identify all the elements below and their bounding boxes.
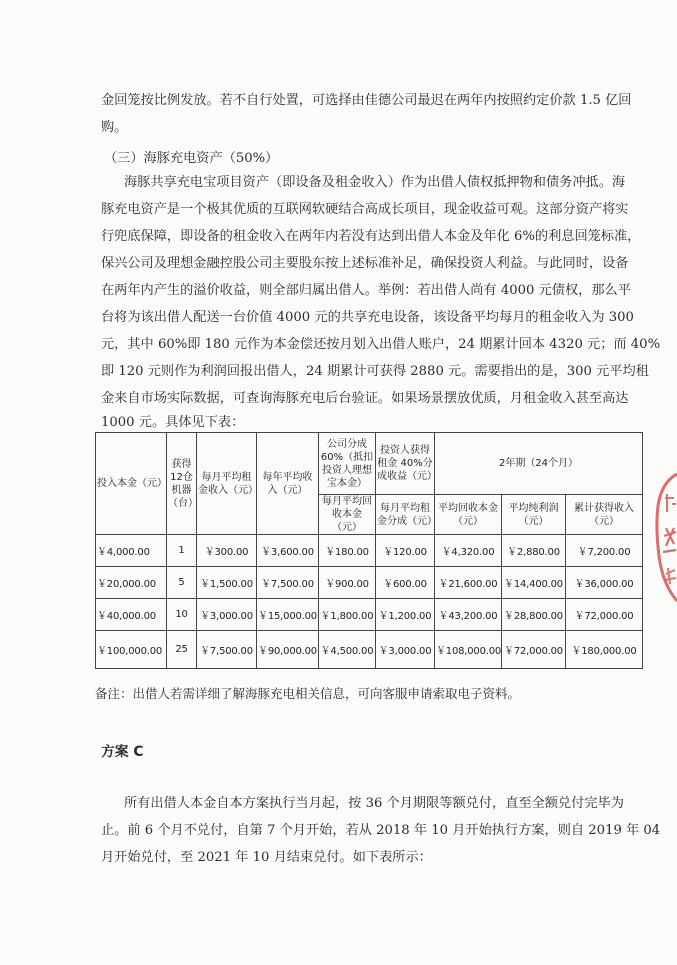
table-row — [96, 567, 643, 599]
paragraph-line: 止。前 6 个月不兑付，自第 7 个月开始，若从 2018 年 10 月开始执行方案，则自 2019 年 04 — [101, 823, 661, 838]
paragraph-line: 所有出借人本金自本方案执行当月起，按 36 个月期限等额兑付，直至全额兑付完毕为 — [124, 796, 624, 811]
header-monthly-recover: 每月平均回收本金（元） — [319, 495, 376, 535]
cell-recover: ￥180.00 — [319, 535, 376, 567]
cell-yearly: ￥90,000.00 — [257, 631, 319, 669]
cell-principal: ￥20,000.00 — [96, 567, 167, 599]
paragraph-line: 台将为该出借人配送一台价值 4000 元的共享充电设备，该设备平均每月的租金收入为 300 — [101, 310, 634, 325]
cell-share: ￥120.00 — [376, 535, 435, 567]
table-row — [96, 631, 643, 669]
header-2-year-period: 2年期（24个月） — [435, 433, 643, 495]
cell-income: ￥72,000.00 — [566, 599, 643, 631]
cell-profit: ￥2,880.00 — [502, 535, 566, 567]
cell-total-recover: ￥21,600.00 — [435, 567, 502, 599]
cell-units: 10 — [167, 599, 197, 631]
cell-principal: ￥40,000.00 — [96, 599, 167, 631]
header-total-recover: 平均回收本金（元） — [435, 495, 502, 535]
cell-total-recover: ￥4,320.00 — [435, 535, 502, 567]
cell-profit: ￥28,800.00 — [502, 599, 566, 631]
cell-monthly: ￥7,500.00 — [197, 631, 257, 669]
header-units: 获得12仓机器（台） — [167, 433, 197, 535]
table-note: 备注：出借人若需详细了解海豚充电相关信息，可向客服申请索取电子资料。 — [95, 686, 521, 701]
header-monthly-share: 每月平均租金分成（元） — [376, 495, 435, 535]
table-row — [96, 599, 643, 631]
paragraph-line: 1000 元。具体见下表： — [101, 415, 245, 430]
paragraph-line: 金回笼按比例发放。若不自行处置，可选择由佳德公司最迟在两年内按照约定价款 1.5 亿回 — [101, 93, 632, 108]
cell-share: ￥1,200.00 — [376, 599, 435, 631]
paragraph-line: 豚充电资产是一个极其优质的互联网软硬结合高成长项目，现金收益可观。这部分资产将实 — [101, 202, 629, 217]
header-monthly-rent: 每月平均租金收入（元） — [197, 433, 257, 535]
paragraph-line: 海豚共享充电宝项目资产（即设备及租金收入）作为出借人债权抵押物和债务冲抵。海 — [124, 175, 626, 190]
rental-income-table — [95, 432, 643, 669]
paragraph-line: 元，其中 60%即 180 元作为本金偿还按月划入出借人账户，24 期累计回本 4320 元；而 40% — [101, 337, 661, 352]
cell-share: ￥600.00 — [376, 567, 435, 599]
cell-total-recover: ￥108,000.00 — [435, 631, 502, 669]
red-seal-stamp-fragment — [652, 470, 677, 605]
paragraph-line: 购。 — [101, 120, 128, 135]
cell-profit: ￥14,400.00 — [502, 567, 566, 599]
cell-profit: ￥72,000.00 — [502, 631, 566, 669]
header-profit: 平均纯利润（元） — [502, 495, 566, 535]
cell-principal: ￥100,000.00 — [96, 631, 167, 669]
cell-principal: ￥4,000.00 — [96, 535, 167, 567]
paragraph-line: 在两年内产生的溢价收益，则全部归属出借人。举例：若出借人尚有 4000 元债权，那么平 — [101, 283, 631, 298]
cell-income: ￥36,000.00 — [566, 567, 643, 599]
cell-recover: ￥900.00 — [319, 567, 376, 599]
plan-c-title: 方案 C — [101, 744, 144, 760]
cell-yearly: ￥7,500.00 — [257, 567, 319, 599]
header-investor-share: 投资人获得租金 40%分成收益（元） — [376, 433, 435, 495]
cell-units: 1 — [167, 535, 197, 567]
cell-monthly: ￥1,500.00 — [197, 567, 257, 599]
cell-recover: ￥4,500.00 — [319, 631, 376, 669]
paragraph-line: 行兜底保障，即设备的租金收入在两年内若没有达到出借人本金及年化 6%的利息回笼标准， — [101, 229, 641, 244]
paragraph-line: 月开始兑付，至 2021 年 10 月结束兑付。如下表所示： — [101, 850, 432, 865]
cell-share: ￥3,000.00 — [376, 631, 435, 669]
cell-income: ￥7,200.00 — [566, 535, 643, 567]
paragraph-line: 即 120 元则作为利润回报出借人，24 期累计可获得 2880 元。需要指出的是，300 元平均租 — [101, 364, 649, 379]
cell-units: 25 — [167, 631, 197, 669]
cell-monthly: ￥300.00 — [197, 535, 257, 567]
cell-yearly: ￥3,600.00 — [257, 535, 319, 567]
cell-recover: ￥1,800.00 — [319, 599, 376, 631]
cell-total-recover: ￥43,200.00 — [435, 599, 502, 631]
paragraph-line: 金来自市场实际数据，可查询海豚充电后台验证。如果场景摆放优质，月租金收入甚至高达 — [101, 391, 629, 406]
table-row — [96, 535, 643, 567]
paragraph-line: 保兴公司及理想金融控股公司主要股东按上述标准补足，确保投资人利益。与此同时，设备 — [101, 256, 629, 271]
header-cumulative-income: 累计获得收入（元） — [566, 495, 643, 535]
cell-units: 5 — [167, 567, 197, 599]
header-yearly-income: 每年平均收入（元） — [257, 433, 319, 535]
section-title: （三）海豚充电资产（50%） — [104, 151, 279, 166]
header-company-share: 公司分成60%（抵扣投资人理想宝本金） — [319, 433, 376, 495]
cell-income: ￥180,000.00 — [566, 631, 643, 669]
cell-monthly: ￥3,000.00 — [197, 599, 257, 631]
header-principal: 投入本金（元） — [96, 433, 167, 535]
cell-yearly: ￥15,000.00 — [257, 599, 319, 631]
